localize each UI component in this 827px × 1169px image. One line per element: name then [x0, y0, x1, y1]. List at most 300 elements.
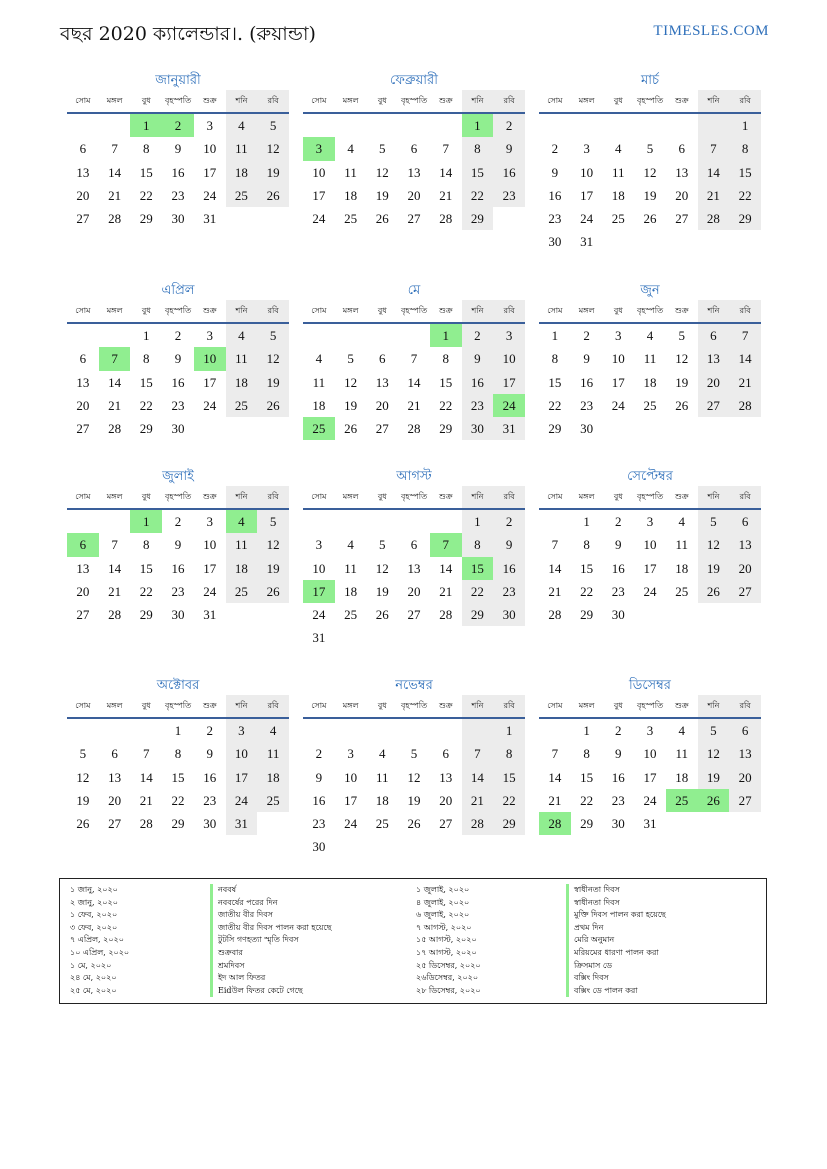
- day-cell[interactable]: 21: [729, 371, 761, 394]
- day-cell[interactable]: 6: [410, 537, 418, 553]
- day-cell[interactable]: 7: [442, 141, 449, 157]
- day-cell[interactable]: 24: [344, 816, 358, 832]
- day-cell[interactable]: 4: [315, 351, 323, 367]
- day-cell[interactable]: 13: [407, 164, 421, 180]
- day-cell[interactable]: 15: [139, 374, 153, 390]
- day-cell[interactable]: 31: [643, 816, 657, 832]
- day-cell[interactable]: 19: [698, 557, 730, 580]
- day-cell[interactable]: 28: [698, 207, 730, 230]
- day-cell[interactable]: 26: [257, 184, 289, 207]
- day-cell[interactable]: 18: [643, 374, 657, 390]
- day-cell[interactable]: 28: [108, 211, 122, 227]
- day-cell[interactable]: 23: [580, 397, 594, 413]
- day-cell[interactable]: 17: [312, 187, 326, 203]
- day-cell[interactable]: 3: [347, 746, 354, 762]
- day-cell[interactable]: 22: [462, 580, 494, 603]
- day-cell[interactable]: 3: [206, 514, 213, 529]
- day-cell[interactable]: 27: [407, 211, 421, 227]
- day-cell[interactable]: 12: [375, 560, 389, 576]
- day-cell[interactable]: 30: [171, 607, 185, 623]
- day-cell[interactable]: 15: [580, 769, 594, 785]
- day-cell[interactable]: 15: [439, 374, 453, 390]
- day-cell[interactable]: 16: [580, 374, 594, 390]
- day-cell[interactable]: 9: [615, 537, 622, 553]
- day-cell[interactable]: 13: [76, 560, 90, 576]
- day-cell[interactable]: 17: [203, 560, 217, 576]
- day-cell[interactable]: 31: [493, 417, 525, 440]
- day-cell[interactable]: 11: [226, 137, 258, 160]
- day-cell[interactable]: 16: [203, 769, 217, 785]
- day-cell[interactable]: 21: [108, 583, 122, 599]
- day-cell[interactable]: 23: [462, 394, 494, 417]
- day-cell[interactable]: 21: [108, 397, 122, 413]
- day-cell[interactable]: 3: [493, 324, 525, 347]
- day-cell[interactable]: 12: [76, 769, 90, 785]
- day-cell[interactable]: 19: [257, 557, 289, 580]
- day-cell[interactable]: 26: [698, 789, 730, 812]
- day-cell[interactable]: 28: [108, 607, 122, 623]
- day-cell[interactable]: 18: [675, 769, 689, 785]
- day-cell[interactable]: 13: [698, 347, 730, 370]
- day-cell[interactable]: 5: [646, 141, 654, 157]
- day-cell[interactable]: 17: [493, 371, 525, 394]
- day-cell[interactable]: 8: [143, 351, 150, 367]
- day-cell[interactable]: 20: [407, 583, 421, 599]
- day-cell[interactable]: 9: [206, 746, 213, 762]
- day-cell[interactable]: 21: [439, 583, 453, 599]
- day-cell[interactable]: 4: [226, 324, 258, 347]
- day-cell[interactable]: 19: [375, 187, 389, 203]
- day-cell[interactable]: 5: [379, 537, 386, 553]
- day-cell[interactable]: 11: [675, 746, 688, 762]
- day-cell[interactable]: 24: [643, 792, 657, 808]
- day-cell[interactable]: 23: [312, 816, 326, 832]
- day-cell[interactable]: 17: [203, 164, 217, 180]
- day-cell[interactable]: 8: [143, 141, 150, 157]
- day-cell[interactable]: 26: [698, 580, 730, 603]
- day-cell[interactable]: 5: [79, 746, 87, 762]
- day-cell[interactable]: 3: [583, 141, 590, 157]
- day-cell[interactable]: 23: [171, 187, 185, 203]
- day-cell[interactable]: 10: [493, 347, 525, 370]
- day-cell[interactable]: 9: [493, 533, 525, 556]
- day-cell[interactable]: 23: [548, 211, 562, 227]
- day-cell[interactable]: 7: [410, 351, 418, 367]
- day-cell[interactable]: 19: [76, 792, 90, 808]
- day-cell[interactable]: 12: [257, 533, 289, 556]
- day-cell[interactable]: 4: [257, 719, 289, 742]
- day-cell[interactable]: 29: [462, 603, 494, 626]
- day-cell[interactable]: 14: [108, 374, 122, 390]
- day-cell[interactable]: 27: [76, 607, 90, 623]
- day-cell[interactable]: 28: [108, 421, 122, 437]
- day-cell[interactable]: 2: [315, 746, 323, 762]
- day-cell[interactable]: 19: [643, 187, 657, 203]
- day-cell[interactable]: 25: [643, 397, 657, 413]
- day-cell[interactable]: 25: [375, 816, 389, 832]
- brand-logo[interactable]: TIMESLES.COM: [653, 23, 769, 39]
- day-cell[interactable]: 14: [108, 560, 122, 576]
- day-cell[interactable]: 7: [698, 137, 730, 160]
- day-cell[interactable]: 7: [143, 746, 150, 762]
- day-cell[interactable]: 20: [439, 792, 453, 808]
- day-cell[interactable]: 15: [493, 766, 525, 789]
- day-cell[interactable]: 13: [729, 533, 761, 556]
- day-cell[interactable]: 1: [583, 514, 590, 529]
- day-cell[interactable]: 18: [344, 187, 358, 203]
- day-cell[interactable]: 11: [312, 374, 326, 390]
- day-cell[interactable]: 15: [462, 161, 494, 184]
- day-cell[interactable]: 9: [493, 137, 525, 160]
- day-cell[interactable]: 10: [194, 347, 226, 370]
- day-cell[interactable]: 2: [583, 328, 590, 343]
- day-cell[interactable]: 29: [493, 812, 525, 835]
- day-cell[interactable]: 7: [462, 742, 494, 765]
- day-cell[interactable]: 22: [139, 397, 153, 413]
- day-cell[interactable]: 10: [203, 141, 217, 157]
- day-cell[interactable]: 18: [226, 557, 258, 580]
- day-cell[interactable]: 10: [226, 742, 258, 765]
- day-cell[interactable]: 25: [666, 789, 698, 812]
- day-cell[interactable]: 29: [439, 421, 453, 437]
- day-cell[interactable]: 12: [257, 347, 289, 370]
- day-cell[interactable]: 27: [675, 211, 689, 227]
- day-cell[interactable]: 22: [729, 184, 761, 207]
- day-cell[interactable]: 4: [646, 328, 654, 343]
- day-cell[interactable]: 2: [174, 328, 182, 343]
- day-cell[interactable]: 5: [698, 510, 730, 533]
- day-cell[interactable]: 16: [462, 371, 494, 394]
- day-cell[interactable]: 12: [698, 533, 730, 556]
- day-cell[interactable]: 23: [493, 184, 525, 207]
- day-cell[interactable]: 25: [303, 417, 335, 440]
- day-cell[interactable]: 22: [462, 184, 494, 207]
- day-cell[interactable]: 25: [344, 211, 358, 227]
- day-cell[interactable]: 19: [344, 397, 358, 413]
- day-cell[interactable]: 2: [493, 510, 525, 533]
- day-cell[interactable]: 26: [407, 816, 421, 832]
- day-cell[interactable]: 17: [226, 766, 258, 789]
- day-cell[interactable]: 31: [226, 812, 258, 835]
- day-cell[interactable]: 7: [111, 141, 118, 157]
- day-cell[interactable]: 2: [162, 114, 194, 137]
- day-cell[interactable]: 16: [171, 374, 185, 390]
- day-cell[interactable]: 1: [130, 114, 162, 137]
- day-cell[interactable]: 28: [539, 812, 571, 835]
- day-cell[interactable]: 4: [226, 510, 258, 533]
- day-cell[interactable]: 11: [257, 742, 289, 765]
- day-cell[interactable]: 7: [551, 537, 559, 553]
- day-cell[interactable]: 25: [675, 583, 689, 599]
- day-cell[interactable]: 29: [462, 207, 494, 230]
- day-cell[interactable]: 9: [462, 347, 494, 370]
- day-cell[interactable]: 30: [580, 421, 594, 437]
- day-cell[interactable]: 8: [462, 137, 494, 160]
- day-cell[interactable]: 8: [442, 351, 449, 367]
- day-cell[interactable]: 30: [462, 417, 494, 440]
- day-cell[interactable]: 18: [226, 371, 258, 394]
- day-cell[interactable]: 27: [76, 211, 90, 227]
- day-cell[interactable]: 27: [729, 580, 761, 603]
- day-cell[interactable]: 16: [493, 557, 525, 580]
- day-cell[interactable]: 26: [257, 394, 289, 417]
- day-cell[interactable]: 5: [257, 510, 289, 533]
- day-cell[interactable]: 29: [580, 607, 594, 623]
- day-cell[interactable]: 2: [174, 514, 182, 529]
- day-cell[interactable]: 29: [729, 207, 761, 230]
- day-cell[interactable]: 30: [171, 211, 185, 227]
- day-cell[interactable]: 18: [344, 583, 358, 599]
- day-cell[interactable]: 29: [548, 421, 562, 437]
- day-cell[interactable]: 6: [379, 351, 386, 367]
- day-cell[interactable]: 17: [643, 560, 657, 576]
- day-cell[interactable]: 11: [226, 347, 258, 370]
- day-cell[interactable]: 12: [643, 164, 657, 180]
- day-cell[interactable]: 28: [548, 607, 562, 623]
- day-cell[interactable]: 13: [76, 164, 90, 180]
- day-cell[interactable]: 22: [139, 187, 153, 203]
- day-cell[interactable]: 26: [76, 816, 90, 832]
- day-cell[interactable]: 24: [493, 394, 525, 417]
- day-cell[interactable]: 24: [203, 187, 217, 203]
- day-cell[interactable]: 23: [493, 580, 525, 603]
- day-cell[interactable]: 15: [548, 374, 562, 390]
- day-cell[interactable]: 24: [203, 583, 217, 599]
- day-cell[interactable]: 13: [675, 164, 689, 180]
- day-cell[interactable]: 16: [171, 560, 185, 576]
- day-cell[interactable]: 30: [203, 816, 217, 832]
- day-cell[interactable]: 7: [99, 347, 131, 370]
- day-cell[interactable]: 22: [580, 583, 594, 599]
- day-cell[interactable]: 12: [698, 742, 730, 765]
- day-cell[interactable]: 19: [257, 161, 289, 184]
- day-cell[interactable]: 19: [257, 371, 289, 394]
- day-cell[interactable]: 13: [375, 374, 389, 390]
- day-cell[interactable]: 17: [203, 374, 217, 390]
- day-cell[interactable]: 6: [67, 533, 99, 556]
- day-cell[interactable]: 31: [580, 234, 594, 250]
- day-cell[interactable]: 18: [257, 766, 289, 789]
- day-cell[interactable]: 3: [315, 537, 323, 553]
- day-cell[interactable]: 26: [344, 421, 358, 437]
- day-cell[interactable]: 29: [171, 816, 185, 832]
- day-cell[interactable]: 6: [729, 719, 761, 742]
- day-cell[interactable]: 9: [174, 351, 182, 367]
- day-cell[interactable]: 23: [611, 583, 625, 599]
- day-cell[interactable]: 12: [257, 137, 289, 160]
- day-cell[interactable]: 5: [257, 324, 289, 347]
- day-cell[interactable]: 17: [344, 792, 358, 808]
- day-cell[interactable]: 31: [203, 607, 217, 623]
- day-cell[interactable]: 3: [206, 328, 213, 343]
- day-cell[interactable]: 29: [580, 816, 594, 832]
- day-cell[interactable]: 27: [76, 421, 90, 437]
- day-cell[interactable]: 1: [130, 510, 162, 533]
- day-cell[interactable]: 5: [410, 746, 418, 762]
- day-cell[interactable]: 8: [493, 742, 525, 765]
- day-cell[interactable]: 14: [439, 560, 453, 576]
- day-cell[interactable]: 17: [580, 187, 594, 203]
- day-cell[interactable]: 13: [76, 374, 90, 390]
- day-cell[interactable]: 11: [344, 164, 357, 180]
- day-cell[interactable]: 4: [347, 141, 354, 157]
- day-cell[interactable]: 16: [611, 560, 625, 576]
- day-cell[interactable]: 5: [257, 114, 289, 137]
- day-cell[interactable]: 5: [678, 328, 685, 343]
- day-cell[interactable]: 30: [493, 603, 525, 626]
- day-cell[interactable]: 9: [174, 141, 182, 157]
- day-cell[interactable]: 20: [76, 583, 90, 599]
- day-cell[interactable]: 15: [729, 161, 761, 184]
- day-cell[interactable]: 10: [643, 746, 657, 762]
- day-cell[interactable]: 6: [729, 510, 761, 533]
- day-cell[interactable]: 4: [615, 141, 622, 157]
- day-cell[interactable]: 6: [442, 746, 449, 762]
- day-cell[interactable]: 3: [303, 137, 335, 160]
- day-cell[interactable]: 12: [675, 351, 689, 367]
- day-cell[interactable]: 9: [315, 769, 323, 785]
- day-cell[interactable]: 28: [729, 394, 761, 417]
- day-cell[interactable]: 28: [439, 607, 453, 623]
- day-cell[interactable]: 17: [303, 580, 335, 603]
- day-cell[interactable]: 13: [439, 769, 453, 785]
- day-cell[interactable]: 1: [462, 114, 494, 137]
- day-cell[interactable]: 14: [548, 560, 562, 576]
- day-cell[interactable]: 12: [344, 374, 358, 390]
- day-cell[interactable]: 19: [675, 374, 689, 390]
- day-cell[interactable]: 14: [407, 374, 421, 390]
- day-cell[interactable]: 10: [643, 537, 657, 553]
- day-cell[interactable]: 7: [430, 533, 462, 556]
- day-cell[interactable]: 26: [375, 211, 389, 227]
- day-cell[interactable]: 22: [139, 583, 153, 599]
- day-cell[interactable]: 11: [344, 560, 357, 576]
- day-cell[interactable]: 1: [729, 114, 761, 137]
- day-cell[interactable]: 23: [203, 792, 217, 808]
- day-cell[interactable]: 16: [171, 164, 185, 180]
- day-cell[interactable]: 18: [675, 560, 689, 576]
- day-cell[interactable]: 24: [312, 607, 326, 623]
- day-cell[interactable]: 14: [139, 769, 153, 785]
- day-cell[interactable]: 22: [439, 397, 453, 413]
- day-cell[interactable]: 16: [611, 769, 625, 785]
- day-cell[interactable]: 16: [493, 161, 525, 184]
- day-cell[interactable]: 27: [108, 816, 122, 832]
- day-cell[interactable]: 18: [226, 161, 258, 184]
- day-cell[interactable]: 29: [139, 607, 153, 623]
- day-cell[interactable]: 25: [344, 607, 358, 623]
- day-cell[interactable]: 6: [698, 324, 730, 347]
- day-cell[interactable]: 22: [580, 792, 594, 808]
- day-cell[interactable]: 29: [139, 421, 153, 437]
- day-cell[interactable]: 27: [375, 421, 389, 437]
- day-cell[interactable]: 14: [698, 161, 730, 184]
- day-cell[interactable]: 12: [375, 164, 389, 180]
- day-cell[interactable]: 7: [111, 537, 118, 553]
- day-cell[interactable]: 19: [407, 792, 421, 808]
- day-cell[interactable]: 3: [646, 723, 654, 738]
- day-cell[interactable]: 14: [108, 164, 122, 180]
- day-cell[interactable]: 22: [493, 789, 525, 812]
- day-cell[interactable]: 6: [79, 141, 87, 157]
- day-cell[interactable]: 8: [729, 137, 761, 160]
- day-cell[interactable]: 10: [203, 537, 217, 553]
- day-cell[interactable]: 9: [615, 746, 622, 762]
- day-cell[interactable]: 1: [174, 723, 182, 738]
- day-cell[interactable]: 23: [171, 397, 185, 413]
- day-cell[interactable]: 7: [729, 324, 761, 347]
- day-cell[interactable]: 21: [439, 187, 453, 203]
- day-cell[interactable]: 13: [729, 742, 761, 765]
- day-cell[interactable]: 13: [108, 769, 122, 785]
- day-cell[interactable]: 17: [611, 374, 625, 390]
- day-cell[interactable]: 1: [430, 324, 462, 347]
- day-cell[interactable]: 17: [643, 769, 657, 785]
- day-cell[interactable]: 28: [462, 812, 494, 835]
- day-cell[interactable]: 20: [375, 397, 389, 413]
- day-cell[interactable]: 11: [226, 533, 258, 556]
- day-cell[interactable]: 1: [493, 719, 525, 742]
- day-cell[interactable]: 16: [312, 792, 326, 808]
- day-cell[interactable]: 30: [611, 607, 625, 623]
- day-cell[interactable]: 27: [439, 816, 453, 832]
- day-cell[interactable]: 21: [548, 583, 562, 599]
- day-cell[interactable]: 4: [347, 537, 354, 553]
- day-cell[interactable]: 25: [226, 184, 258, 207]
- day-cell[interactable]: 9: [583, 351, 590, 367]
- day-cell[interactable]: 21: [407, 397, 421, 413]
- day-cell[interactable]: 10: [344, 769, 358, 785]
- day-cell[interactable]: 24: [580, 211, 594, 227]
- day-cell[interactable]: 26: [675, 397, 689, 413]
- day-cell[interactable]: 26: [257, 580, 289, 603]
- day-cell[interactable]: 25: [226, 580, 258, 603]
- day-cell[interactable]: 6: [79, 351, 87, 367]
- day-cell[interactable]: 4: [678, 723, 685, 738]
- day-cell[interactable]: 15: [580, 560, 594, 576]
- day-cell[interactable]: 27: [407, 607, 421, 623]
- day-cell[interactable]: 28: [439, 211, 453, 227]
- day-cell[interactable]: 7: [551, 746, 559, 762]
- day-cell[interactable]: 21: [548, 792, 562, 808]
- day-cell[interactable]: 18: [312, 397, 326, 413]
- day-cell[interactable]: 24: [611, 397, 625, 413]
- day-cell[interactable]: 5: [347, 351, 354, 367]
- day-cell[interactable]: 26: [643, 211, 657, 227]
- day-cell[interactable]: 3: [226, 719, 258, 742]
- day-cell[interactable]: 15: [139, 560, 153, 576]
- day-cell[interactable]: 14: [462, 766, 494, 789]
- day-cell[interactable]: 11: [643, 351, 657, 367]
- day-cell[interactable]: 14: [729, 347, 761, 370]
- day-cell[interactable]: 1: [143, 328, 150, 343]
- day-cell[interactable]: 20: [76, 397, 90, 413]
- day-cell[interactable]: 4: [226, 114, 258, 137]
- day-cell[interactable]: 9: [174, 537, 182, 553]
- day-cell[interactable]: 16: [548, 187, 562, 203]
- day-cell[interactable]: 19: [698, 766, 730, 789]
- day-cell[interactable]: 29: [139, 211, 153, 227]
- day-cell[interactable]: 8: [583, 746, 590, 762]
- day-cell[interactable]: 8: [143, 537, 150, 553]
- day-cell[interactable]: 14: [439, 164, 453, 180]
- day-cell[interactable]: 2: [493, 114, 525, 137]
- day-cell[interactable]: 31: [312, 630, 326, 646]
- day-cell[interactable]: 8: [462, 533, 494, 556]
- day-cell[interactable]: 21: [698, 184, 730, 207]
- day-cell[interactable]: 27: [698, 394, 730, 417]
- day-cell[interactable]: 21: [462, 789, 494, 812]
